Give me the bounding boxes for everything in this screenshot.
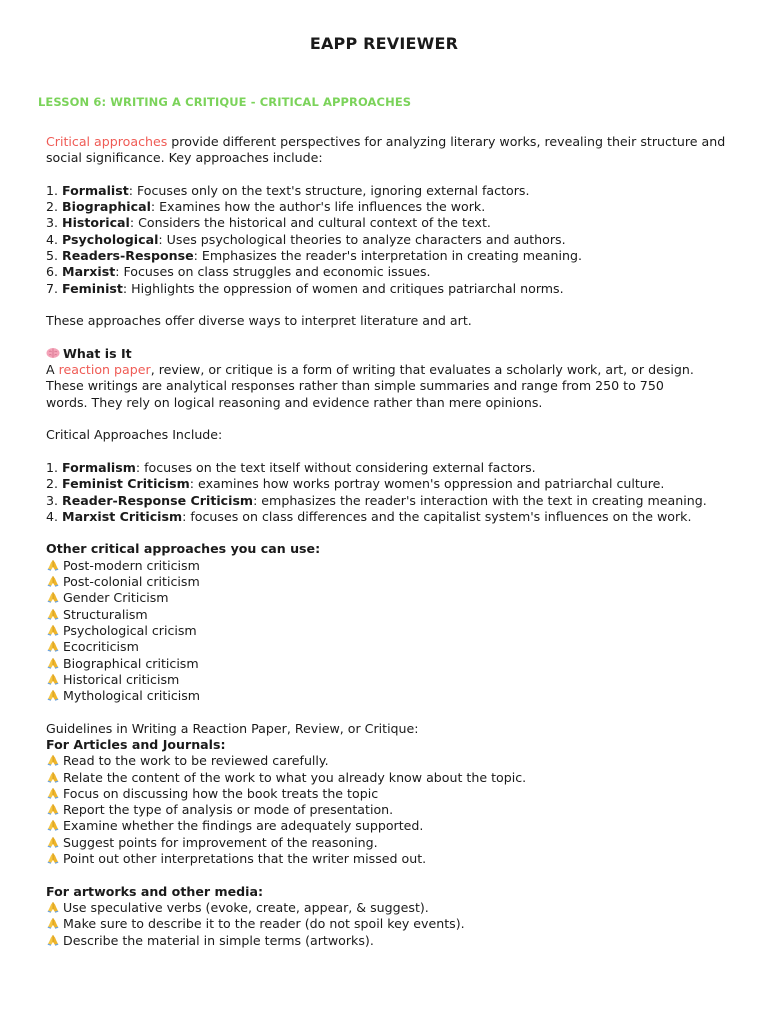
what-is-it-heading: What is It: [46, 346, 736, 362]
list-item: [46, 770, 736, 786]
list-item-text: Use speculative verbs (evoke, create, appear, & suggest).: [63, 899, 429, 915]
page-title: EAPP REVIEWER: [309, 34, 459, 53]
list-item-text: Focus on discussing how the book treats the topic: [63, 785, 379, 801]
list-item: 1. Formalism: focuses on the text itself without considering external factors.: [46, 459, 536, 475]
praying-hands-icon: [46, 673, 60, 685]
approaches-summary: These approaches offer diverse ways to interpret literature and art.: [46, 313, 472, 329]
praying-hands-icon: [46, 754, 60, 766]
list-item-text: Biographical criticism: [63, 655, 199, 671]
brain-icon: [46, 347, 60, 359]
list-item-text: Make sure to describe it to the reader (do not spoil key events).: [63, 916, 465, 932]
list-item-text: Structuralism: [63, 606, 148, 622]
list-item-text: Report the type of analysis or mode of presentation.: [63, 802, 394, 818]
list-item: 3. Reader-Response Criticism: emphasizes the reader's interaction with the text in creating meaning.: [46, 492, 707, 508]
list-item-text: Psychological cricism: [63, 622, 197, 638]
list-item: [46, 688, 736, 704]
praying-hands-icon: [46, 934, 60, 946]
what-is-it-line: words. They rely on logical reasoning and evidence rather than mere opinions.: [46, 394, 543, 410]
articles-heading: For Articles and Journals:: [46, 736, 226, 752]
approaches-list: [46, 183, 736, 297]
list-item-text: Post-modern criticism: [63, 557, 200, 573]
list-item: [46, 933, 736, 949]
guidelines-heading: Guidelines in Writing a Reaction Paper, Review, or Critique:: [46, 720, 419, 736]
list-item: 6. Marxist: Focuses on class struggles and economic issues.: [46, 264, 431, 280]
list-item: [46, 916, 736, 932]
praying-hands-icon: [46, 901, 60, 913]
artworks-heading: For artworks and other media:: [46, 883, 263, 899]
what-is-it-line: These writings are analytical responses rather than simple summaries and range from 250 to 750: [46, 378, 664, 394]
list-item-text: Mythological criticism: [63, 688, 201, 704]
praying-hands-icon: [46, 608, 60, 620]
intro-text: provide different perspectives for analyzing literary works, revealing their structure and social significance. Key approaches include:: [46, 134, 726, 166]
intro-term: Critical approaches: [46, 134, 168, 149]
list-item: [46, 786, 736, 802]
list-item: [46, 574, 736, 590]
praying-hands-icon: [46, 852, 60, 864]
list-item-text: Gender Criticism: [63, 590, 169, 606]
list-item: 7. Feminist: Highlights the oppression of women and critiques patriarchal norms.: [46, 280, 564, 296]
list-item: [46, 753, 736, 769]
praying-hands-icon: [46, 575, 60, 587]
list-item-text: Read to the work to be reviewed carefully.: [63, 753, 329, 769]
articles-list: [46, 753, 736, 867]
praying-hands-icon: [46, 819, 60, 831]
praying-hands-icon: [46, 787, 60, 799]
list-item-text: Suggest points for improvement of the reasoning.: [63, 834, 378, 850]
praying-hands-icon: [46, 771, 60, 783]
list-item: [46, 623, 736, 639]
list-item: 1. Formalist: Focuses only on the text's structure, ignoring external factors.: [46, 182, 530, 198]
list-item: [46, 639, 736, 655]
praying-hands-icon: [46, 836, 60, 848]
list-item: [46, 656, 736, 672]
include-heading: Critical Approaches Include:: [46, 427, 223, 443]
praying-hands-icon: [46, 640, 60, 652]
list-item: 2. Feminist Criticism: examines how works portray women's oppression and patriarchal culture.: [46, 476, 665, 492]
list-item-text: Relate the content of the work to what you already know about the topic.: [63, 769, 527, 785]
list-item: [46, 558, 736, 574]
praying-hands-icon: [46, 624, 60, 636]
list-item: [46, 835, 736, 851]
praying-hands-icon: [46, 559, 60, 571]
list-item: [46, 802, 736, 818]
others-list: [46, 558, 736, 705]
list-item-text: Ecocriticism: [63, 639, 139, 655]
other-heading: Other critical approaches you can use:: [46, 541, 321, 557]
list-item: 2. Biographical: Examines how the author's life influences the work.: [46, 199, 486, 215]
praying-hands-icon: [46, 657, 60, 669]
what-is-it-line: A reaction paper, review, or critique is a form of writing that evaluates a scholarly work, art, or design.: [46, 362, 694, 378]
list-item-text: Point out other interpretations that the writer missed out.: [63, 851, 427, 867]
list-item-text: Post-colonial criticism: [63, 574, 200, 590]
list-item: 4. Marxist Criticism: focuses on class differences and the capitalist system's influences on the work.: [46, 508, 692, 524]
list-item: 5. Readers-Response: Emphasizes the reader's interpretation in creating meaning.: [46, 248, 582, 264]
list-item-text: Describe the material in simple terms (artworks).: [63, 932, 374, 948]
reaction-paper-term: reaction paper: [58, 362, 151, 378]
praying-hands-icon: [46, 591, 60, 603]
list-item: [46, 607, 736, 623]
document-body: [46, 134, 736, 949]
list-item: [46, 672, 736, 688]
list-item: [46, 900, 736, 916]
lesson-title: LESSON 6: WRITING A CRITIQUE - CRITICAL APPROACHES: [38, 95, 412, 109]
list-item-text: Examine whether the findings are adequately supported.: [63, 818, 424, 834]
list-item: [46, 818, 736, 834]
praying-hands-icon: [46, 917, 60, 929]
artworks-list: [46, 900, 736, 949]
list-item: [46, 590, 736, 606]
praying-hands-icon: [46, 689, 60, 701]
list-item: [46, 851, 736, 867]
list-item: 3. Historical: Considers the historical and cultural context of the text.: [46, 215, 491, 231]
intro-paragraph: [46, 134, 736, 167]
list-item: 4. Psychological: Uses psychological theories to analyze characters and authors.: [46, 231, 566, 247]
includes-list: [46, 460, 736, 525]
list-item-text: Historical criticism: [63, 671, 180, 687]
praying-hands-icon: [46, 803, 60, 815]
